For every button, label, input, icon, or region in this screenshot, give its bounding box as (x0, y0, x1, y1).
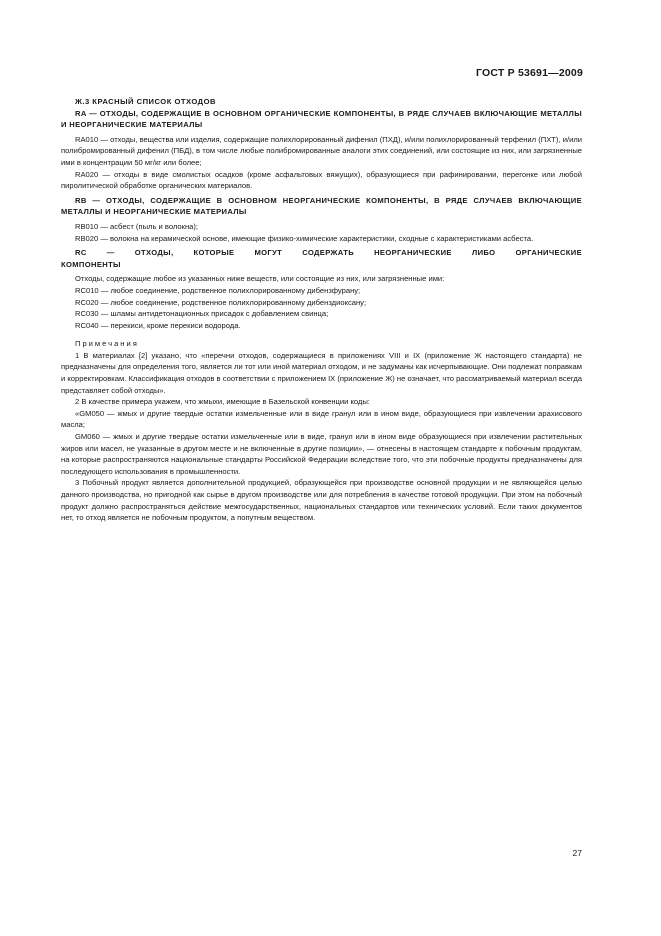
item-ra020: RA020 — отходы в виде смолистых осадков (кроме асфальтовых вяжущих), образующиеся при рафинировании, перегонке или любой пиролитической обработке органических материалов. (61, 169, 582, 191)
note-2-gm060: GM060 — жмых и другие твердые остатки измельченные или в виде, гранул или в ином виде образующиеся при извлечении растительных жиров или масел, не указанные в другом месте и не включенные в другие позиции», — отнесены в настоящем стандарте к побочным продуктам, на которые распространяются национальные стандарты Российской Федерации вследствие того, что эти побочные продукты предназначены для последующего использования в промышленности. (61, 432, 582, 476)
notes-heading: Примечания (75, 339, 139, 349)
note-3: 3 Побочный продукт является дополнительной продукцией, образующейся при производстве основной продукции и не являющейся целью данного производства, но пригодной как сырье в другом производстве или для потребления в качестве готовой продукции. При этом на побочный продукт должно распространяться действие межгосударственных, национальных стандартов или технических условий. Если таких документов нет, то отход является не побочным продуктом, а попутным веществом. (61, 478, 582, 523)
section-title: Ж.3 КРАСНЫЙ СПИСОК ОТХОДОВ (75, 97, 216, 106)
item-rb020: RB020 — волокна на керамической основе, имеющие физико-химические характеристики, сходные с характеристиками асбеста. (75, 233, 534, 243)
page-number: 27 (572, 848, 582, 858)
note-1: 1 В материалах [2] указано, что «перечни отходов, содержащиеся в приложениях VIII и IX (приложение Ж настоящего стандарта) не предназначены для определения того, является ли тот или иной материал отходом, и не задуманы как исчерпывающие. Они подлежат поправкам и корректировкам. Классификация отходов в соответствии с приложением IX (приложение Ж) не означает, что рассматриваемый материал всегда представляет собой отходы». (61, 350, 582, 395)
item-rc010: RC010 — любое соединение, родственное полихлорированному дибензфурану; (75, 285, 361, 295)
category-ra-title: RA — ОТХОДЫ, СОДЕРЖАЩИЕ В ОСНОВНОМ ОРГАНИЧЕСКИЕ КОМПОНЕНТЫ, В РЯДЕ СЛУЧАЕВ ВКЛЮЧАЮЩИЕ МЕТАЛЛЫ И НЕОРГАНИЧЕСКИЕ МАТЕРИАЛЫ (61, 108, 582, 130)
item-rc020: RC020 — любое соединение, родственное полихлорированному дибенздиоксану; (75, 297, 367, 307)
document-header: ГОСТ Р 53691—2009 (475, 67, 583, 79)
category-rb-title: RB — ОТХОДЫ, СОДЕРЖАЩИЕ В ОСНОВНОМ НЕОРГАНИЧЕСКИЕ КОМПОНЕНТЫ, В РЯДЕ СЛУЧАЕВ ВКЛЮЧАЮЩИЕ МЕТАЛЛЫ И НЕОРГАНИЧЕСКИЕ МАТЕРИАЛЫ (61, 195, 582, 217)
item-rb010: RB010 — асбест (пыль и волокна); (75, 221, 198, 231)
note-2-gm050: «GM050 — жмых и другие твердые остатки измельченные или в виде гранул или в ином виде, образующиеся при извлечении арахисового масла; (61, 408, 582, 430)
item-rc040: RC040 — перекиси, кроме перекиси водорода. (75, 320, 241, 330)
item-ra010: RA010 — отходы, вещества или изделия, содержащие полихлорированный дифенил (ПХД), и/или полихлорированный терфенил (ПХТ), и/или полибромированный дифенил (ПБД), в том числе любые полибромированные аналоги этих соединений, или состоящие из них, или загрязненные ими в концентрации 50 мг/кг или более; (61, 134, 582, 167)
document-body (61, 96, 582, 524)
category-rc-intro: Отходы, содержащие любое из указанных ниже веществ, или состоящие из них, или загрязненные ими: (75, 274, 445, 284)
note-2: 2 В качестве примера укажем, что жмыхи, имеющие в Базельской конвенции коды: (75, 397, 370, 407)
item-rc030: RC030 — шламы антидетонационных присадок с добавлением свинца; (75, 309, 329, 319)
category-rc-title: RC — ОТХОДЫ, КОТОРЫЕ МОГУТ СОДЕРЖАТЬ НЕОРГАНИЧЕСКИЕ ЛИБО ОРГАНИЧЕСКИЕ КОМПОНЕНТЫ (61, 248, 582, 269)
